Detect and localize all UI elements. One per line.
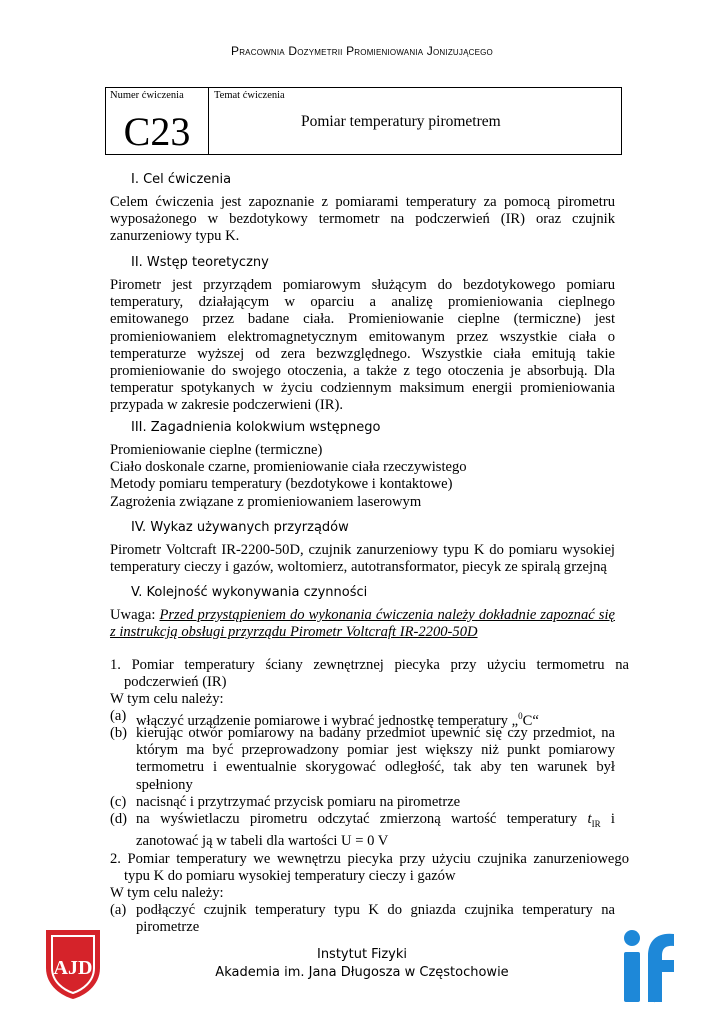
topic-label: Temat ćwiczenia [214, 90, 285, 101]
number-label: Numer ćwiczenia [110, 90, 184, 101]
section-heading-4: IV. Wykaz używanych przyrządów [131, 520, 349, 535]
topics-list [110, 442, 615, 511]
section-text-1: Celem ćwiczenia jest zapoznanie z pomiarami temperatury za pomocą pirometru wyposażonego w bezdotykowy termometr na podczerwień (IR) oraz czujnik zanurzeniowy typu K. [110, 194, 615, 245]
exercise-number: C23 [123, 109, 191, 154]
svg-text:AJD: AJD [53, 957, 93, 979]
step-1-b: (b) kierując otwór pomiarowy na badany przedmiot upewnić się czy przedmiot, na którym ma być przeprowadzony pomiar jest większy niż punkt pomiarowy termometru i ewentualnie skorygować odległość, tak aby ten warunek był spełniony [110, 725, 615, 793]
step-1-title: 1. Pomiar temperatury ściany zewnętrznej piecyka przy użyciu termometru na podczerwień (IR) [110, 657, 629, 691]
topic-item: Ciało doskonale czarne, promieniowanie ciała rzeczywistego [110, 459, 467, 476]
list-marker: (c) [110, 794, 127, 810]
section-heading-1: I. Cel ćwiczenia [131, 172, 232, 187]
list-marker: (a) [110, 902, 127, 918]
step-1-intro: W tym celu należy: [110, 691, 224, 707]
exercise-topic: Pomiar temperatury pirometrem [301, 113, 501, 130]
warning-label: Uwaga: [110, 607, 156, 623]
section-heading-3: III. Zagadnienia kolokwium wstępnego [131, 420, 381, 435]
box-divider [208, 88, 209, 154]
footer [0, 946, 724, 982]
topic-item: Promieniowanie cieplne (termiczne) [110, 442, 323, 458]
warning-note [110, 607, 615, 641]
step-1-d: (d) na wyświetlaczu pirometru odczytać zmierzoną wartość temperatury $t_{IR}$ i zanotować ją w tabeli dla wartości U = 0 V [110, 811, 615, 850]
footer-academy: Akademia im. Jana Długosza w Częstochowie [215, 965, 509, 980]
warning-text: Przed przystąpieniem do wykonania ćwiczenia należy dokładnie zapoznać się z instrukcją obsługi przyrządu Pirometr Voltcraft IR-2200-50D [110, 607, 616, 641]
topic-item: Zagrożenia związane z promieniowaniem laserowym [110, 493, 422, 510]
step-1-c: (c) nacisnąć i przytrzymać przycisk pomiaru na pirometrze [110, 794, 461, 810]
exercise-title-box [105, 87, 622, 155]
step-2-a: (a) podłączyć czujnik temperatury typu K do gniazda czujnika temperatury na pirometrze [110, 902, 615, 936]
svg-text:if: if [654, 1003, 655, 1004]
list-marker: (b) [110, 725, 128, 741]
footer-institute: Instytut Fizyki [316, 947, 407, 962]
step-2-title: 2. Pomiar temperatury we wewnętrzu piecyka przy użyciu czujnika zanurzeniowego typu K do pomiaru wysokiej temperatury cieczy i gazów [110, 851, 629, 885]
section-text-2: Pirometr jest przyrządem pomiarowym służącym do bezdotykowego pomiaru temperatury, działającym w oparciu a analizę promieniowania cieplnego emitowanego przez badane ciała. Promieniowanie cieplne (termiczne) jest promieniowaniem elektromagnetycznym emitowanym przez wszystkie ciała o temperaturze wyższej od zera bezwzględnego. Wszystkie ciała emitują takie promieniowanie do swojego otoczenia, a także z tego otoczenia je absorbują. Dla temperatur spotykanych w życiu codziennym maksimum energii promieniowania przypada w zakresie podczerwieni (IR). [110, 277, 615, 414]
section-heading-2: II. Wstęp teoretyczny [131, 255, 269, 270]
section-text-4: Pirometr Voltcraft IR-2200-50D, czujnik zanurzeniowy typu K do pomiaru wysokiej temperatury cieczy i gazów, woltomierz, autotransformator, piecyk ze spiralą grzejną [110, 542, 615, 576]
list-marker: (a) [110, 708, 127, 724]
topic-item: Metody pomiaru temperatury (bezdotykowe i kontaktowe) [110, 476, 453, 493]
list-marker: (d) [110, 811, 128, 827]
section-heading-5: V. Kolejność wykonywania czynności [131, 585, 368, 600]
step-1-a: (a) włączyć urządzenie pomiarowe i wybrać jednostkę temperatury „$^0$C“ [110, 708, 539, 729]
running-header: Pracownia Dozymetrii Promieniowania Jonizującego [231, 44, 493, 58]
step-2-intro: W tym celu należy: [110, 885, 224, 901]
